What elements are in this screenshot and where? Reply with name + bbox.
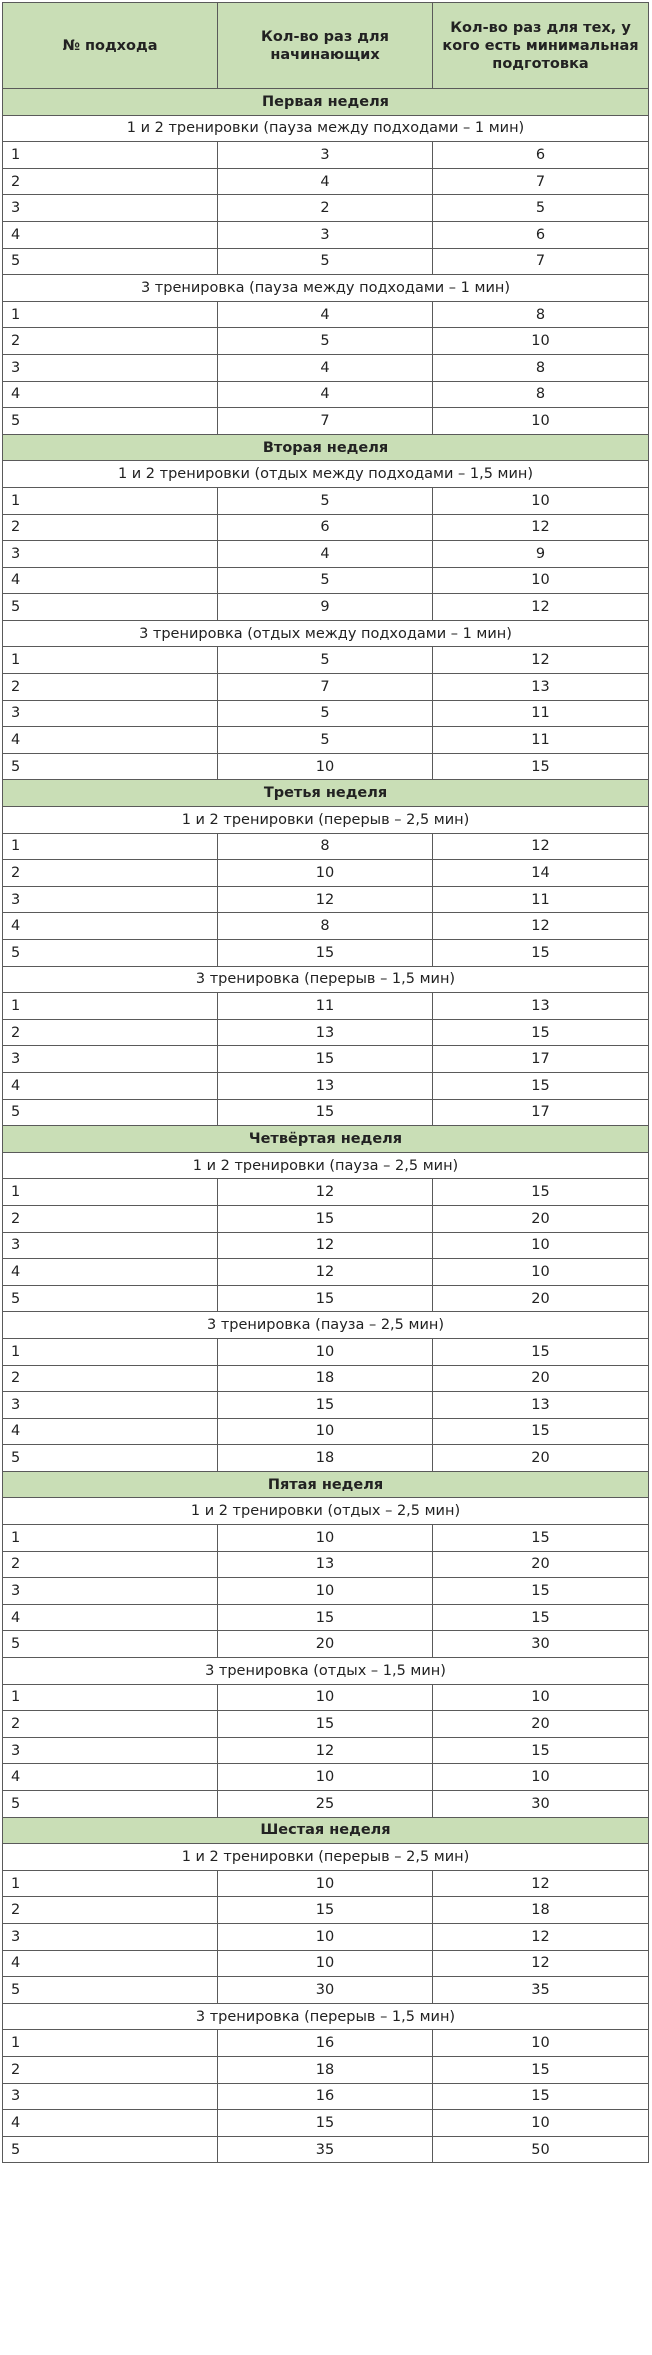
- beginners-reps-cell: 6: [218, 514, 433, 541]
- trained-reps-cell: 12: [433, 833, 649, 860]
- week-title: Первая неделя: [3, 89, 649, 116]
- set-number-cell: 5: [3, 1791, 218, 1818]
- beginners-reps-cell: 8: [218, 913, 433, 940]
- table-row: [3, 2030, 649, 2057]
- table-row: [3, 1604, 649, 1631]
- set-number-cell: 5: [3, 940, 218, 967]
- beginners-reps-cell: 25: [218, 1791, 433, 1818]
- session-title: 3 тренировка (отдых между подходами – 1 мин): [3, 620, 649, 647]
- set-number-cell: 1: [3, 1179, 218, 1206]
- set-number-cell: 4: [3, 913, 218, 940]
- table-row: [3, 860, 649, 887]
- table-row: [3, 221, 649, 248]
- beginners-reps-cell: 4: [218, 541, 433, 568]
- session-row: [3, 807, 649, 834]
- table-row: [3, 1870, 649, 1897]
- trained-reps-cell: 10: [433, 1259, 649, 1286]
- trained-reps-cell: 15: [433, 1737, 649, 1764]
- trained-reps-cell: 15: [433, 1418, 649, 1445]
- beginners-reps-cell: 10: [218, 1578, 433, 1605]
- beginners-reps-cell: 16: [218, 2030, 433, 2057]
- session-row: [3, 1658, 649, 1685]
- session-row: [3, 1844, 649, 1871]
- trained-reps-cell: 30: [433, 1631, 649, 1658]
- beginners-reps-cell: 18: [218, 1365, 433, 1392]
- set-number-cell: 1: [3, 487, 218, 514]
- beginners-reps-cell: 10: [218, 1950, 433, 1977]
- set-number-cell: 4: [3, 1418, 218, 1445]
- table-row: [3, 1445, 649, 1472]
- beginners-reps-cell: 18: [218, 2056, 433, 2083]
- table-row: [3, 514, 649, 541]
- trained-reps-cell: 17: [433, 1046, 649, 1073]
- table-row: [3, 2083, 649, 2110]
- beginners-reps-cell: 12: [218, 1232, 433, 1259]
- beginners-reps-cell: 4: [218, 354, 433, 381]
- trained-reps-cell: 15: [433, 1338, 649, 1365]
- trained-reps-cell: 13: [433, 674, 649, 701]
- trained-reps-cell: 18: [433, 1897, 649, 1924]
- table-row: [3, 1072, 649, 1099]
- session-row: [3, 966, 649, 993]
- trained-reps-cell: 7: [433, 248, 649, 275]
- beginners-reps-cell: 8: [218, 833, 433, 860]
- set-number-cell: 3: [3, 1737, 218, 1764]
- table-row: [3, 1791, 649, 1818]
- beginners-reps-cell: 11: [218, 993, 433, 1020]
- beginners-reps-cell: 7: [218, 408, 433, 435]
- set-number-cell: 1: [3, 2030, 218, 2057]
- table-row: [3, 1285, 649, 1312]
- trained-reps-cell: 15: [433, 1578, 649, 1605]
- trained-reps-cell: 20: [433, 1205, 649, 1232]
- set-number-cell: 2: [3, 1897, 218, 1924]
- beginners-reps-cell: 20: [218, 1631, 433, 1658]
- week-title: Вторая неделя: [3, 434, 649, 461]
- beginners-reps-cell: 15: [218, 1604, 433, 1631]
- beginners-reps-cell: 10: [218, 1338, 433, 1365]
- trained-reps-cell: 13: [433, 993, 649, 1020]
- beginners-reps-cell: 15: [218, 1711, 433, 1738]
- beginners-reps-cell: 5: [218, 487, 433, 514]
- set-number-cell: 4: [3, 567, 218, 594]
- table-row: [3, 1179, 649, 1206]
- trained-reps-cell: 20: [433, 1445, 649, 1472]
- set-number-cell: 5: [3, 594, 218, 621]
- set-number-cell: 4: [3, 381, 218, 408]
- trained-reps-cell: 7: [433, 168, 649, 195]
- session-title: 3 тренировка (перерыв – 1,5 мин): [3, 2003, 649, 2030]
- beginners-reps-cell: 35: [218, 2136, 433, 2163]
- set-number-cell: 3: [3, 1392, 218, 1419]
- week-row: [3, 1471, 649, 1498]
- table-row: [3, 1897, 649, 1924]
- set-number-cell: 1: [3, 647, 218, 674]
- set-number-cell: 4: [3, 727, 218, 754]
- trained-reps-cell: 10: [433, 2110, 649, 2137]
- trained-reps-cell: 12: [433, 1950, 649, 1977]
- table-row: [3, 1525, 649, 1552]
- table-row: [3, 727, 649, 754]
- session-row: [3, 1498, 649, 1525]
- table-row: [3, 1737, 649, 1764]
- set-number-cell: 3: [3, 886, 218, 913]
- table-row: [3, 567, 649, 594]
- week-row: [3, 1817, 649, 1844]
- session-row: [3, 461, 649, 488]
- beginners-reps-cell: 12: [218, 1737, 433, 1764]
- set-number-cell: 5: [3, 248, 218, 275]
- trained-reps-cell: 8: [433, 301, 649, 328]
- session-title: 1 и 2 тренировки (отдых между подходами – 1,5 мин): [3, 461, 649, 488]
- trained-reps-cell: 15: [433, 1072, 649, 1099]
- set-number-cell: 4: [3, 1072, 218, 1099]
- beginners-reps-cell: 9: [218, 594, 433, 621]
- table-row: [3, 913, 649, 940]
- set-number-cell: 1: [3, 301, 218, 328]
- set-number-cell: 4: [3, 2110, 218, 2137]
- trained-reps-cell: 12: [433, 514, 649, 541]
- set-number-cell: 4: [3, 221, 218, 248]
- table-row: [3, 1711, 649, 1738]
- set-number-cell: 1: [3, 142, 218, 169]
- table-body: [3, 89, 649, 2163]
- table-row: [3, 700, 649, 727]
- set-number-cell: 2: [3, 1205, 218, 1232]
- beginners-reps-cell: 5: [218, 700, 433, 727]
- table-row: [3, 328, 649, 355]
- set-number-cell: 2: [3, 328, 218, 355]
- trained-reps-cell: 15: [433, 1525, 649, 1552]
- beginners-reps-cell: 5: [218, 567, 433, 594]
- beginners-reps-cell: 10: [218, 1418, 433, 1445]
- set-number-cell: 2: [3, 1551, 218, 1578]
- set-number-cell: 2: [3, 514, 218, 541]
- beginners-reps-cell: 15: [218, 940, 433, 967]
- set-number-cell: 4: [3, 1604, 218, 1631]
- table-row: [3, 381, 649, 408]
- table-row: [3, 647, 649, 674]
- table-row: [3, 753, 649, 780]
- trained-reps-cell: 15: [433, 1019, 649, 1046]
- trained-reps-cell: 15: [433, 940, 649, 967]
- table-row: [3, 1551, 649, 1578]
- table-row: [3, 195, 649, 222]
- table-row: [3, 1232, 649, 1259]
- set-number-cell: 2: [3, 168, 218, 195]
- set-number-cell: 4: [3, 1764, 218, 1791]
- table-row: [3, 886, 649, 913]
- set-number-cell: 5: [3, 408, 218, 435]
- table-row: [3, 1259, 649, 1286]
- table-row: [3, 408, 649, 435]
- trained-reps-cell: 12: [433, 913, 649, 940]
- session-row: [3, 1152, 649, 1179]
- table-row: [3, 1631, 649, 1658]
- session-row: [3, 1312, 649, 1339]
- trained-reps-cell: 10: [433, 1764, 649, 1791]
- beginners-reps-cell: 4: [218, 168, 433, 195]
- table-row: [3, 1923, 649, 1950]
- session-title: 1 и 2 тренировки (пауза – 2,5 мин): [3, 1152, 649, 1179]
- beginners-reps-cell: 10: [218, 1870, 433, 1897]
- beginners-reps-cell: 18: [218, 1445, 433, 1472]
- beginners-reps-cell: 7: [218, 674, 433, 701]
- week-row: [3, 434, 649, 461]
- set-number-cell: 5: [3, 1631, 218, 1658]
- beginners-reps-cell: 3: [218, 142, 433, 169]
- session-row: [3, 620, 649, 647]
- set-number-cell: 4: [3, 1950, 218, 1977]
- trained-reps-cell: 15: [433, 2083, 649, 2110]
- set-number-cell: 3: [3, 1046, 218, 1073]
- beginners-reps-cell: 10: [218, 753, 433, 780]
- table-row: [3, 541, 649, 568]
- set-number-cell: 3: [3, 1232, 218, 1259]
- trained-reps-cell: 12: [433, 1923, 649, 1950]
- table-row: [3, 1046, 649, 1073]
- trained-reps-cell: 50: [433, 2136, 649, 2163]
- beginners-reps-cell: 12: [218, 886, 433, 913]
- session-row: [3, 115, 649, 142]
- session-title: 3 тренировка (пауза – 2,5 мин): [3, 1312, 649, 1339]
- session-title: 3 тренировка (перерыв – 1,5 мин): [3, 966, 649, 993]
- beginners-reps-cell: 15: [218, 1099, 433, 1126]
- session-title: 1 и 2 тренировки (перерыв – 2,5 мин): [3, 1844, 649, 1871]
- trained-reps-cell: 20: [433, 1551, 649, 1578]
- table-row: [3, 674, 649, 701]
- beginners-reps-cell: 5: [218, 248, 433, 275]
- beginners-reps-cell: 15: [218, 1897, 433, 1924]
- trained-reps-cell: 5: [433, 195, 649, 222]
- set-number-cell: 1: [3, 1684, 218, 1711]
- set-number-cell: 1: [3, 833, 218, 860]
- trained-reps-cell: 14: [433, 860, 649, 887]
- table-row: [3, 248, 649, 275]
- beginners-reps-cell: 13: [218, 1019, 433, 1046]
- beginners-reps-cell: 15: [218, 1392, 433, 1419]
- table-row: [3, 1365, 649, 1392]
- table-row: [3, 1578, 649, 1605]
- set-number-cell: 2: [3, 1711, 218, 1738]
- trained-reps-cell: 6: [433, 221, 649, 248]
- beginners-reps-cell: 3: [218, 221, 433, 248]
- trained-reps-cell: 12: [433, 647, 649, 674]
- set-number-cell: 3: [3, 700, 218, 727]
- trained-reps-cell: 20: [433, 1711, 649, 1738]
- beginners-reps-cell: 5: [218, 727, 433, 754]
- beginners-reps-cell: 5: [218, 328, 433, 355]
- beginners-reps-cell: 30: [218, 1977, 433, 2004]
- set-number-cell: 2: [3, 2056, 218, 2083]
- table-row: [3, 940, 649, 967]
- week-title: Четвёртая неделя: [3, 1126, 649, 1153]
- table-row: [3, 833, 649, 860]
- week-title: Шестая неделя: [3, 1817, 649, 1844]
- table-row: [3, 354, 649, 381]
- trained-reps-cell: 10: [433, 1232, 649, 1259]
- session-title: 3 тренировка (отдых – 1,5 мин): [3, 1658, 649, 1685]
- header-trained-reps: Кол-во раз для тех, у кого есть минимальная подготовка: [433, 3, 649, 89]
- table-row: [3, 1392, 649, 1419]
- beginners-reps-cell: 2: [218, 195, 433, 222]
- beginners-reps-cell: 15: [218, 1046, 433, 1073]
- session-row: [3, 2003, 649, 2030]
- trained-reps-cell: 9: [433, 541, 649, 568]
- trained-reps-cell: 15: [433, 753, 649, 780]
- trained-reps-cell: 15: [433, 2056, 649, 2083]
- beginners-reps-cell: 10: [218, 1684, 433, 1711]
- table-row: [3, 1977, 649, 2004]
- beginners-reps-cell: 12: [218, 1259, 433, 1286]
- session-title: 1 и 2 тренировки (отдых – 2,5 мин): [3, 1498, 649, 1525]
- trained-reps-cell: 10: [433, 487, 649, 514]
- trained-reps-cell: 10: [433, 328, 649, 355]
- header-set-number: № подхода: [3, 3, 218, 89]
- trained-reps-cell: 10: [433, 408, 649, 435]
- table-row: [3, 168, 649, 195]
- table-row: [3, 1764, 649, 1791]
- set-number-cell: 5: [3, 753, 218, 780]
- trained-reps-cell: 8: [433, 381, 649, 408]
- set-number-cell: 4: [3, 1259, 218, 1286]
- set-number-cell: 3: [3, 541, 218, 568]
- trained-reps-cell: 13: [433, 1392, 649, 1419]
- table-row: [3, 1099, 649, 1126]
- header-row: [3, 3, 649, 89]
- week-title: Пятая неделя: [3, 1471, 649, 1498]
- beginners-reps-cell: 10: [218, 1764, 433, 1791]
- session-title: 1 и 2 тренировки (перерыв – 2,5 мин): [3, 807, 649, 834]
- set-number-cell: 2: [3, 1019, 218, 1046]
- trained-reps-cell: 10: [433, 2030, 649, 2057]
- trained-reps-cell: 17: [433, 1099, 649, 1126]
- set-number-cell: 1: [3, 1870, 218, 1897]
- session-title: 3 тренировка (пауза между подходами – 1 мин): [3, 275, 649, 302]
- header-beginners-reps: Кол-во раз для начинающих: [218, 3, 433, 89]
- set-number-cell: 1: [3, 1338, 218, 1365]
- set-number-cell: 1: [3, 993, 218, 1020]
- table-row: [3, 1019, 649, 1046]
- table-row: [3, 487, 649, 514]
- table-row: [3, 1950, 649, 1977]
- set-number-cell: 3: [3, 1578, 218, 1605]
- trained-reps-cell: 12: [433, 1870, 649, 1897]
- trained-reps-cell: 10: [433, 1684, 649, 1711]
- table-row: [3, 1338, 649, 1365]
- set-number-cell: 1: [3, 1525, 218, 1552]
- set-number-cell: 5: [3, 1285, 218, 1312]
- week-row: [3, 780, 649, 807]
- week-title: Третья неделя: [3, 780, 649, 807]
- trained-reps-cell: 20: [433, 1365, 649, 1392]
- table-row: [3, 1684, 649, 1711]
- trained-reps-cell: 12: [433, 594, 649, 621]
- week-row: [3, 1126, 649, 1153]
- set-number-cell: 2: [3, 674, 218, 701]
- set-number-cell: 3: [3, 1923, 218, 1950]
- training-table: [2, 2, 649, 2163]
- table-header: [3, 3, 649, 89]
- table-row: [3, 1205, 649, 1232]
- table-row: [3, 1418, 649, 1445]
- session-title: 1 и 2 тренировки (пауза между подходами – 1 мин): [3, 115, 649, 142]
- set-number-cell: 3: [3, 2083, 218, 2110]
- trained-reps-cell: 11: [433, 700, 649, 727]
- beginners-reps-cell: 13: [218, 1551, 433, 1578]
- table-row: [3, 993, 649, 1020]
- session-row: [3, 275, 649, 302]
- trained-reps-cell: 8: [433, 354, 649, 381]
- table-row: [3, 142, 649, 169]
- table-row: [3, 2136, 649, 2163]
- beginners-reps-cell: 5: [218, 647, 433, 674]
- set-number-cell: 5: [3, 2136, 218, 2163]
- trained-reps-cell: 11: [433, 886, 649, 913]
- trained-reps-cell: 20: [433, 1285, 649, 1312]
- set-number-cell: 2: [3, 860, 218, 887]
- beginners-reps-cell: 4: [218, 301, 433, 328]
- week-row: [3, 89, 649, 116]
- beginners-reps-cell: 15: [218, 1205, 433, 1232]
- trained-reps-cell: 15: [433, 1179, 649, 1206]
- beginners-reps-cell: 10: [218, 1923, 433, 1950]
- table-row: [3, 2056, 649, 2083]
- beginners-reps-cell: 10: [218, 860, 433, 887]
- beginners-reps-cell: 13: [218, 1072, 433, 1099]
- beginners-reps-cell: 4: [218, 381, 433, 408]
- trained-reps-cell: 15: [433, 1604, 649, 1631]
- trained-reps-cell: 35: [433, 1977, 649, 2004]
- set-number-cell: 5: [3, 1099, 218, 1126]
- beginners-reps-cell: 12: [218, 1179, 433, 1206]
- trained-reps-cell: 10: [433, 567, 649, 594]
- trained-reps-cell: 11: [433, 727, 649, 754]
- table-row: [3, 594, 649, 621]
- beginners-reps-cell: 15: [218, 2110, 433, 2137]
- set-number-cell: 3: [3, 195, 218, 222]
- set-number-cell: 5: [3, 1445, 218, 1472]
- set-number-cell: 2: [3, 1365, 218, 1392]
- beginners-reps-cell: 16: [218, 2083, 433, 2110]
- beginners-reps-cell: 10: [218, 1525, 433, 1552]
- trained-reps-cell: 30: [433, 1791, 649, 1818]
- set-number-cell: 5: [3, 1977, 218, 2004]
- table-row: [3, 301, 649, 328]
- trained-reps-cell: 6: [433, 142, 649, 169]
- beginners-reps-cell: 15: [218, 1285, 433, 1312]
- table-row: [3, 2110, 649, 2137]
- set-number-cell: 3: [3, 354, 218, 381]
